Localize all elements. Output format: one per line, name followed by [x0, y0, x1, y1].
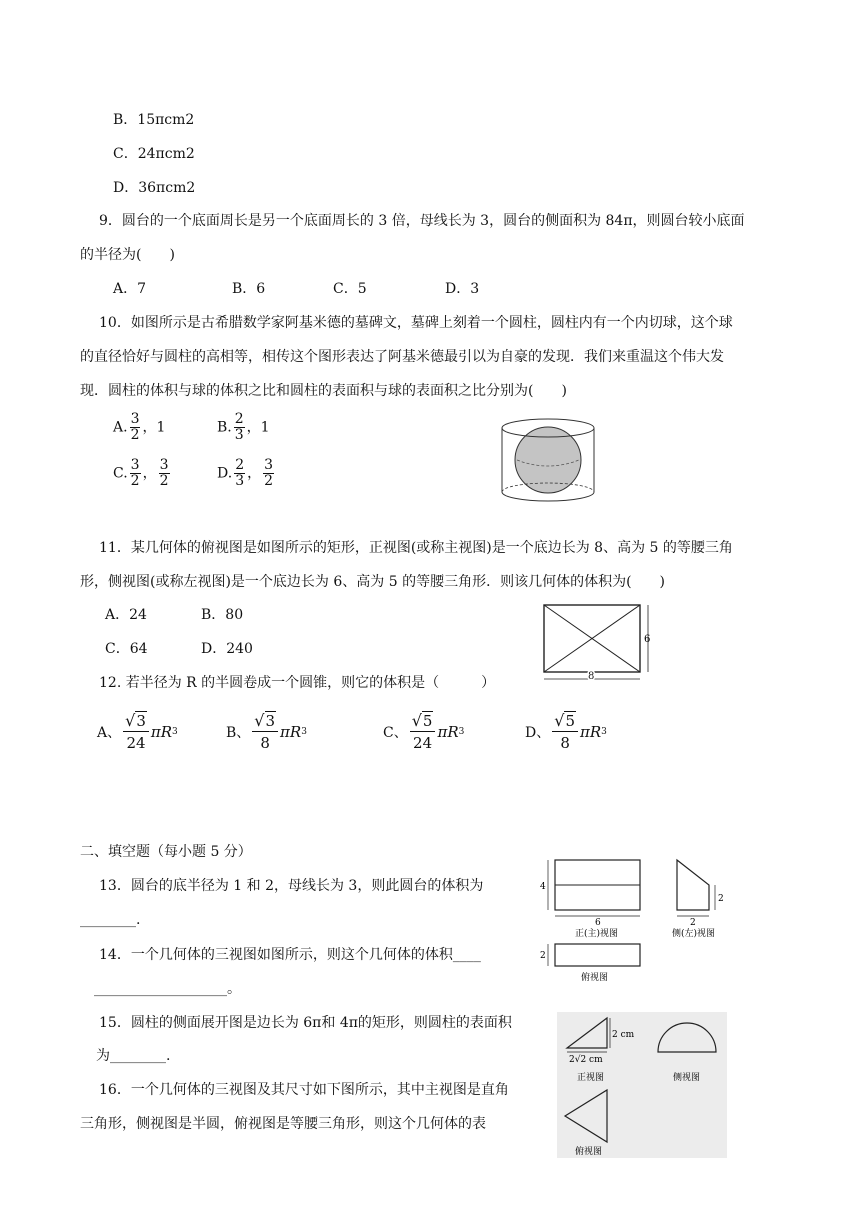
q10-option-d	[217, 458, 276, 489]
figure-background	[557, 1012, 727, 1158]
pi-r: πR	[579, 722, 602, 741]
denominator: 3	[234, 427, 244, 443]
pi-r: πR	[280, 722, 302, 741]
exponent: 3	[601, 726, 607, 737]
q10-stem-line2: 的直径恰好与圆柱的高相等，相传这个图形表达了阿基米德最引以为自豪的发现．我们来重温这个伟大发	[80, 349, 724, 365]
option-d-prev: D．36πcm2	[113, 180, 196, 196]
q11-option-b: B．80	[201, 607, 244, 623]
numerator: 3	[264, 457, 274, 473]
front-width-label: 6	[595, 918, 601, 928]
q12-option-a	[97, 711, 178, 752]
q14-blank: ___________________。	[94, 981, 241, 997]
q12-option-d	[525, 711, 607, 752]
q14-stem-line1: 14．一个几何体的三视图如图所示，则这个几何体的体积____	[99, 947, 481, 963]
q9-option-d: D．3	[445, 281, 480, 297]
q10-option-a	[113, 412, 165, 443]
front-view-caption: 正视图	[577, 1073, 605, 1083]
square-root: √3	[125, 711, 146, 730]
denominator: 2	[130, 427, 140, 443]
radicand: 5	[565, 712, 575, 730]
front-view-caption: 正(主)视图	[575, 929, 619, 939]
denominator: 24	[126, 734, 146, 752]
side-width-label: 2	[690, 918, 696, 928]
q10-option-c	[113, 458, 172, 489]
option-tail: ，1	[246, 419, 270, 436]
denominator: 8	[560, 734, 570, 752]
front-height-label: 4	[540, 882, 546, 892]
radicand: 3	[265, 712, 276, 730]
side-height-label: 2	[718, 894, 724, 904]
q10-stem-line1: 10．如图所示是古希腊数学家阿基米德的墓碑文，墓碑上刻着一个圆柱，圆柱内有一个内切球，这个球	[99, 315, 733, 331]
fraction	[252, 711, 278, 752]
option-label: A、	[97, 724, 122, 741]
numerator: 2	[234, 411, 244, 427]
radicand: 5	[422, 712, 433, 730]
q12-option-b	[226, 711, 307, 752]
option-label: C、	[383, 724, 408, 741]
q9-option-c: C．5	[333, 281, 367, 297]
denominator: 2	[264, 473, 274, 489]
fraction	[159, 458, 170, 489]
option-label: A.	[113, 419, 128, 436]
option-b-prev: B．15πcm2	[113, 112, 195, 128]
q11-stem-line2: 形，侧视图(或称左视图)是一个底边长为 6、高为 5 的等腰三角形．则该几何体的体积为( )	[80, 574, 666, 590]
option-label: D.	[217, 465, 233, 482]
denominator: 3	[235, 473, 245, 489]
option-label: C.	[113, 465, 128, 482]
side-view-shape	[677, 860, 709, 910]
q15-blank: 为________.	[96, 1048, 171, 1064]
separator: ，	[247, 465, 262, 482]
q16-three-view-figure	[557, 1012, 727, 1158]
square-root: √5	[554, 711, 575, 730]
width-label: 8	[588, 671, 595, 682]
q16-stem-line1: 16．一个几何体的三视图及其尺寸如下图所示，其中主视图是直角	[99, 1082, 509, 1098]
option-label: D、	[525, 724, 551, 741]
side-view-caption: 侧(左)视图	[672, 929, 716, 939]
option-label: B.	[217, 419, 232, 436]
section-title: 二、填空题（每小题 5 分）	[80, 844, 252, 860]
option-c-prev: C．24πcm2	[113, 146, 195, 162]
exponent: 3	[458, 726, 465, 737]
denominator: 24	[413, 734, 433, 752]
height-label: 6	[644, 634, 651, 645]
denominator: 8	[260, 734, 270, 752]
q14-three-view-figure	[537, 856, 737, 984]
q11-option-d: D．240	[201, 641, 253, 657]
q9-option-a: A．7	[113, 281, 147, 297]
separator: ，	[142, 465, 157, 482]
q9-stem-line2: 的半径为( )	[80, 247, 175, 263]
front-height-label: 2 cm	[612, 1030, 635, 1040]
fraction	[234, 412, 245, 443]
numerator: 2	[235, 457, 245, 473]
q11-stem-line1: 11．某几何体的俯视图是如图所示的矩形，正视图(或称主视图)是一个底边长为 8、高为 5 的等腰三角	[99, 540, 733, 556]
q11-option-c: C．64	[105, 641, 148, 657]
fraction	[130, 412, 141, 443]
cylinder-sphere-figure	[495, 412, 605, 512]
numerator: 3	[159, 457, 169, 473]
pi-r: πR	[437, 722, 459, 741]
q13-stem-line1: 13．圆台的底半径为 1 和 2，母线长为 3，则此圆台的体积为	[99, 878, 484, 894]
square-root: √3	[254, 711, 276, 730]
fraction	[410, 711, 436, 752]
top-view-caption: 俯视图	[575, 1147, 603, 1157]
q10-stem-line3: 现．圆柱的体积与球的体积之比和圆柱的表面积与球的表面积之比分别为( )	[80, 383, 567, 399]
fraction	[263, 458, 274, 489]
q9-stem-line1: 9．圆台的一个底面周长是另一个底面周长的 3 倍，母线长为 3，圆台的侧面积为 84π，则圆台较小底面	[99, 213, 745, 229]
q16-stem-line2: 三角形，侧视图是半圆，俯视图是等腰三角形，则这个几何体的表	[80, 1116, 486, 1132]
side-view-caption: 侧视图	[673, 1073, 701, 1083]
q11-option-a: A．24	[105, 607, 147, 623]
q10-option-b	[217, 412, 270, 443]
numerator: 3	[130, 411, 140, 427]
denominator: 2	[159, 473, 169, 489]
exponent: 3	[301, 726, 307, 737]
square-root: √5	[411, 711, 433, 730]
pi-r: πR	[150, 722, 173, 741]
fraction	[130, 458, 141, 489]
fraction	[552, 711, 578, 752]
option-label: B、	[226, 724, 251, 741]
top-view-rect	[555, 944, 640, 966]
top-view-caption: 俯视图	[581, 973, 609, 983]
denominator: 2	[130, 473, 140, 489]
option-tail: ，1	[142, 419, 166, 436]
fraction	[234, 458, 245, 489]
top-height-label: 2	[540, 951, 546, 961]
exponent: 3	[172, 726, 178, 737]
q12-stem: 12. 若半径为 R 的半圆卷成一个圆锥，则它的体积是（ ）	[99, 675, 496, 691]
q9-option-b: B．6	[232, 281, 266, 297]
numerator: 3	[130, 457, 140, 473]
q12-option-c	[383, 711, 464, 752]
q13-blank: ________.	[80, 912, 141, 928]
front-width-label: 2√2 cm	[569, 1055, 603, 1065]
radicand: 3	[136, 712, 146, 730]
q15-stem-line1: 15．圆柱的侧面展开图是边长为 6π和 4π的矩形，则圆柱的表面积	[99, 1015, 512, 1031]
fraction	[123, 711, 149, 752]
q11-top-view-figure	[538, 600, 660, 684]
